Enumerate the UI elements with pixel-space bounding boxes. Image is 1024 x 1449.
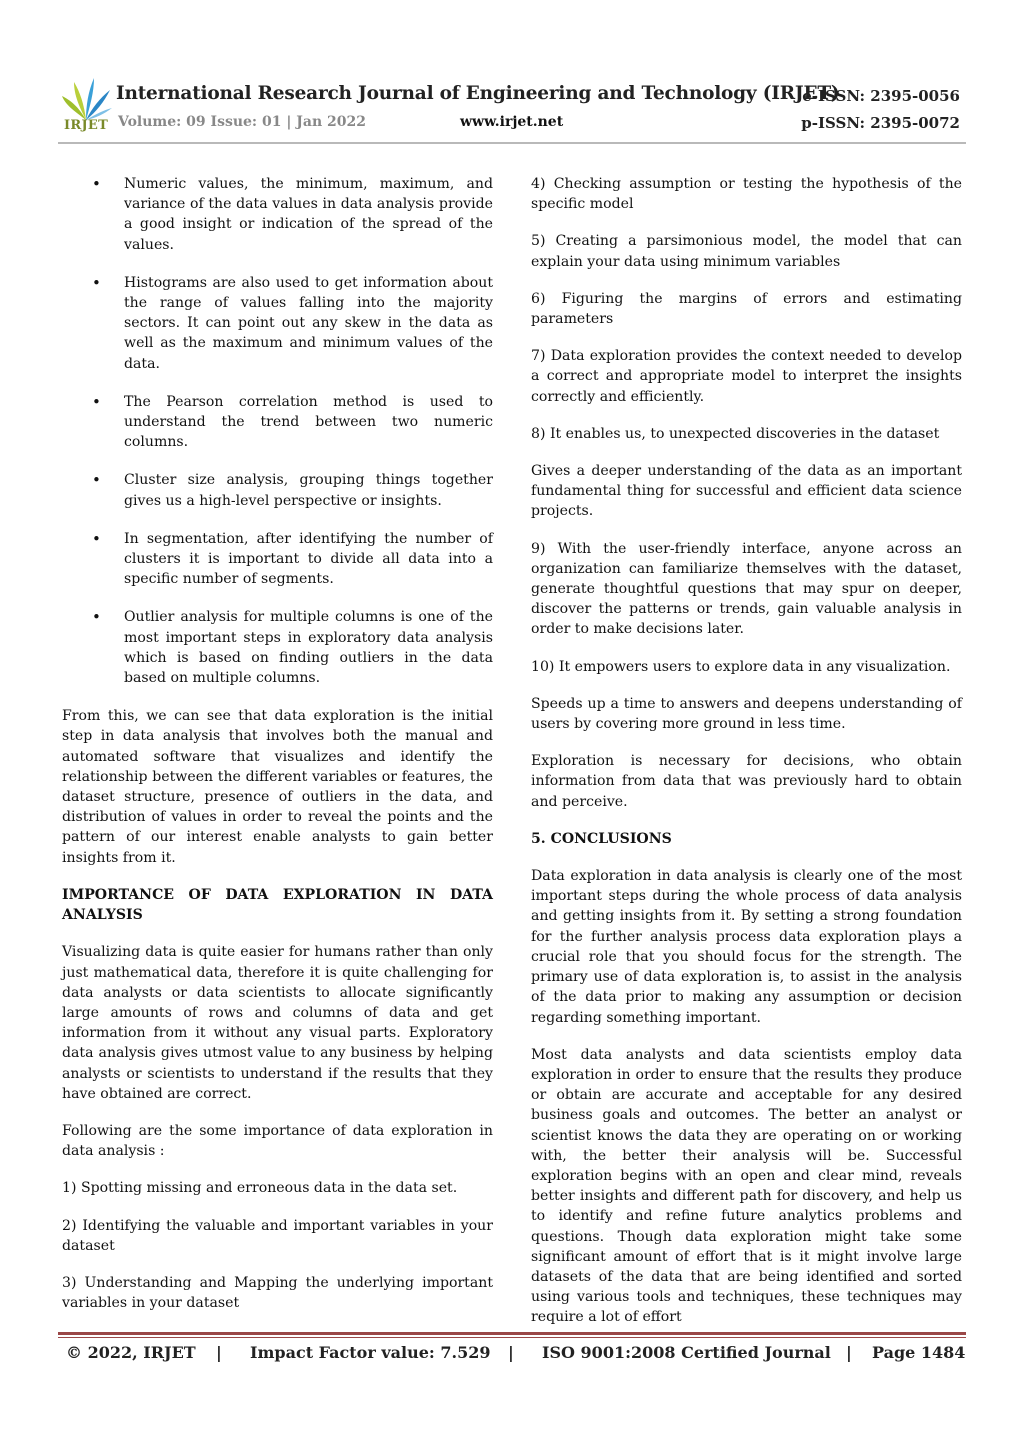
journal-website[interactable]: www.irjet.net: [460, 114, 564, 130]
volume-issue: Volume: 09 Issue: 01 | Jan 2022: [118, 114, 367, 130]
footer-separator: |: [508, 1343, 514, 1362]
footer-page-number: Page 1484: [872, 1343, 966, 1362]
irjet-logo: [58, 74, 114, 134]
footer-copyright: © 2022, IRJET: [66, 1343, 196, 1362]
footer-impact-factor: Impact Factor value: 7.529: [250, 1343, 491, 1362]
section-heading-conclusions: 5. CONCLUSIONS: [531, 830, 672, 847]
numbered-item-7: 7) Data exploration provides the context needed to develop a correct and appropriate model to interpret the insights correctly and efficiently.: [531, 348, 962, 405]
paragraph-data-exploration-intro: From this, we can see that data exploration is the initial step in data analysis that involves both the manual and automated software that visualizes and identify the relationship between the different variables or features, the dataset structure, presence of outliers in the data, and distribution of values in order to reveal the points and the pattern of our interest enable analysts to gain better insights from it.: [62, 708, 493, 866]
list-item: • Outlier analysis for multiple columns is one of the most important steps in exploratory data analysis which is based on finding outliers in the data based on multiple columns.: [124, 607, 493, 688]
footer-divider-thin: [58, 1337, 966, 1338]
list-item: • In segmentation, after identifying the number of clusters it is important to divide all data into a specific number of segments.: [124, 529, 493, 590]
footer-separator: |: [846, 1343, 852, 1362]
list-item: • The Pearson correlation method is used to understand the trend between two numeric columns.: [124, 392, 493, 453]
numbered-item-5: 5) Creating a parsimonious model, the model that can explain your data using minimum variables: [531, 233, 962, 270]
leaf-logo-icon: [58, 74, 114, 122]
journal-title: International Research Journal of Engineering and Technology (IRJET): [116, 83, 840, 104]
numbered-item-4: 4) Checking assumption or testing the hypothesis of the specific model: [531, 176, 962, 213]
logo-text: IRJET: [64, 118, 109, 133]
numbered-item-3: 3) Understanding and Mapping the underlying important variables in your dataset: [62, 1274, 493, 1312]
bullet-list: [62, 174, 493, 688]
footer-divider-thick: [58, 1332, 966, 1335]
list-item: • Histograms are also used to get information about the range of values falling into the majority sectors. It can point out any skew in the data as well as the maximum and minimum values of the data.: [124, 273, 493, 374]
section-heading-importance: IMPORTANCE OF DATA EXPLORATION IN DATA ANALYSIS: [62, 886, 493, 924]
numbered-item-6: 6) Figuring the margins of errors and estimating parameters: [531, 290, 962, 328]
paragraph-visualizing: Visualizing data is quite easier for humans rather than only just mathematical data, therefore it is quite challenging for data analysts or data scientists to allocate significantly large amounts of rows and columns of data and get information from it without any visual parts. Exploratory data analysis gives utmost value to any business by helping analysts or scientists to understand if the results that they have obtained are correct.: [62, 944, 493, 1102]
paragraph-exploration-necessary: Exploration is necessary for decisions, who obtain information from data that was previously hard to obtain and perceive.: [531, 753, 962, 810]
paragraph-conclusion-2: Most data analysts and data scientists employ data exploration in order to ensure that the results they produce or obtain are accurate and acceptable for any desired business goals and outcomes. The better an analyst or scientist knows the data they are operating on or working with, the better their analysis will be. Successful exploration begins with an open and clear mind, reveals better insights and different path for discovery, and help us to identify and refine future analytics problems and questions. Though data exploration might take some significant amount of effort that is it might involve large datasets of the data that are being identified and sorted using various tools and techniques, these techniques may require a lot of effort: [531, 1046, 962, 1326]
numbered-item-8: 8) It enables us, to unexpected discoveries in the dataset: [531, 425, 940, 442]
numbered-item-1: 1) Spotting missing and erroneous data in the data set.: [62, 1180, 458, 1197]
paragraph-following: Following are the some importance of data exploration in data analysis :: [62, 1122, 493, 1160]
footer-iso: ISO 9001:2008 Certified Journal: [542, 1343, 831, 1362]
list-item: • Numeric values, the minimum, maximum, and variance of the data values in data analysis provide a good insight or indication of the spread of the values.: [124, 174, 493, 255]
header-divider: [58, 142, 966, 144]
paragraph-conclusion-1: Data exploration in data analysis is clearly one of the most important steps during the whole process of data analysis and getting insights from it. By setting a strong foundation for the further analysis process data exploration plays a crucial role that you should focus for the strength. The primary use of data exploration is, to assist in the analysis of the data prior to making any assumption or decision regarding something important.: [531, 868, 962, 1026]
right-column: [531, 174, 962, 1345]
numbered-item-9: 9) With the user-friendly interface, anyone across an organization can familiarize themselves with the dataset, generate thoughtful questions that may spur on deeper, discover the patterns or trends, gain valuable analysis in order to make decisions later.: [531, 540, 962, 638]
left-column: [62, 174, 493, 1330]
pissn: p-ISSN: 2395-0072: [801, 114, 960, 132]
page-footer: [66, 1343, 966, 1367]
paragraph-deeper-understanding: Gives a deeper understanding of the data as an important fundamental thing for successful and efficient data science projects.: [531, 463, 962, 520]
numbered-item-10: 10) It empowers users to explore data in any visualization.: [531, 658, 951, 675]
paragraph-speeds-up: Speeds up a time to answers and deepens understanding of users by covering more ground in less time.: [531, 695, 962, 733]
footer-separator: |: [216, 1343, 222, 1362]
list-item: • Cluster size analysis, grouping things together gives us a high-level perspective or insights.: [124, 470, 493, 510]
numbered-item-2: 2) Identifying the valuable and important variables in your dataset: [62, 1217, 493, 1254]
page-header: [58, 74, 964, 146]
eissn: e-ISSN: 2395-0056: [802, 87, 960, 105]
